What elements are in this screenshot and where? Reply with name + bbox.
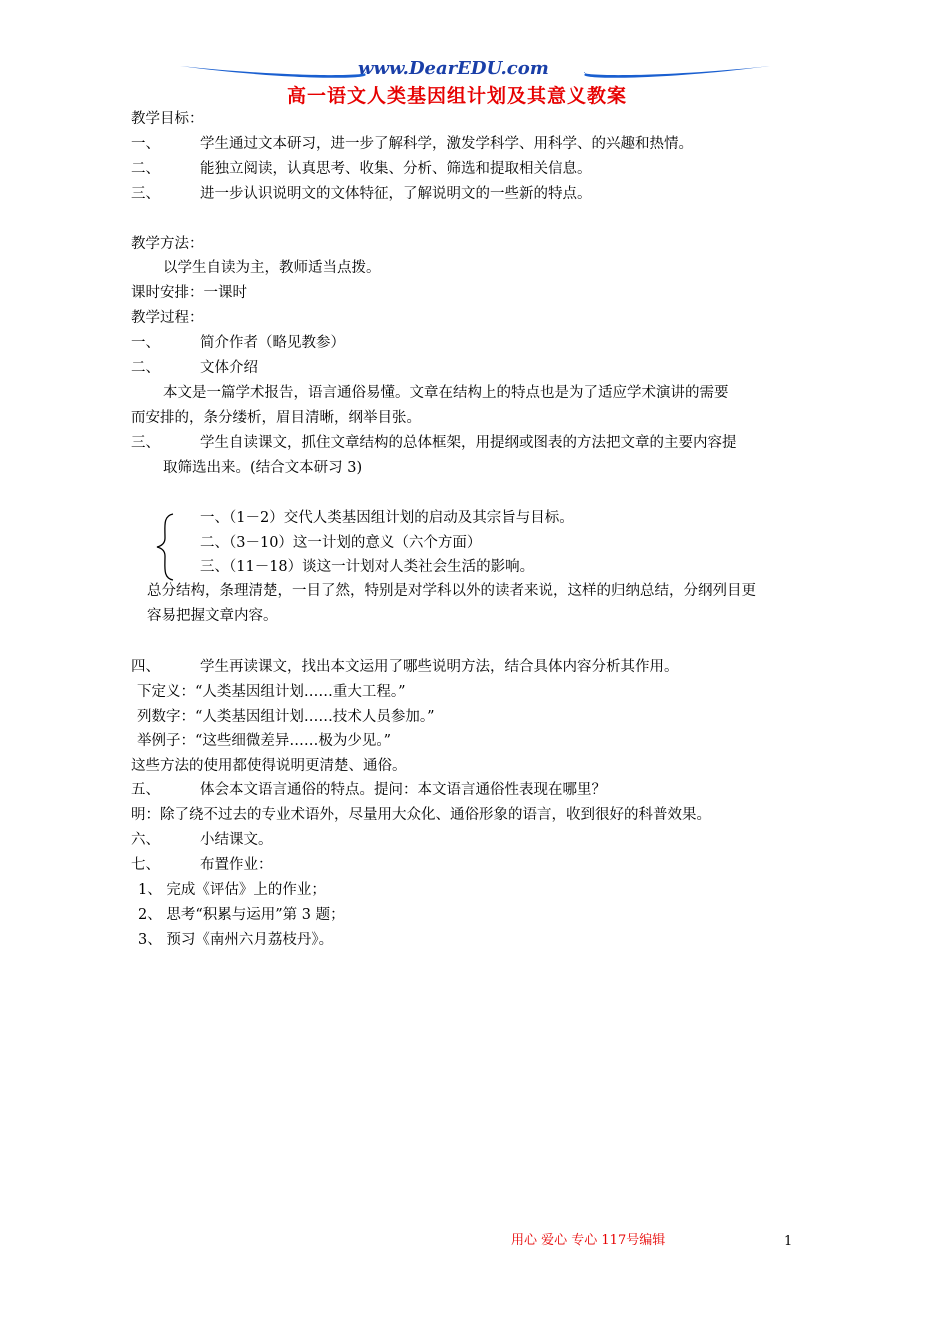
step-text: 学生自读课文，抓住文章结构的总体框架，用提纲或图表的方法把文章的主要内容提 (200, 435, 737, 451)
goal-text: 学生通过文本研习，进一步了解科学，激发学科学、用科学、的兴趣和热情。 (200, 136, 693, 152)
method-heading: 教学方法： (131, 236, 204, 252)
summary-line: 容易把握文章内容。 (147, 608, 278, 624)
example-item: 举例子：“这些细微差异……极为少见。” (137, 733, 392, 749)
homework-item: 2、 思考“积累与运用”第 3 题； (138, 907, 345, 923)
page-title: 高一语文人类基因组计划及其意义教案 (287, 85, 628, 107)
step-text: 体会本文语言通俗的特点。提问：本文语言通俗性表现在哪里？ (200, 782, 606, 798)
example-item: 下定义：“人类基因组计划……重大工程。” (137, 684, 406, 700)
examples-note: 这些方法的使用都使得说明更清楚、通俗。 (131, 758, 407, 774)
schedule-text: 课时安排：一课时 (131, 285, 247, 301)
summary-line: 总分结构，条理清楚，一目了然，特别是对学科以外的读者来说，这样的归纳总结，分纲列目更 (147, 583, 756, 599)
homework-item: 1、 完成《评估》上的作业； (138, 882, 326, 898)
goals-heading: 教学目标： (131, 111, 204, 127)
page-number: 1 (784, 1234, 793, 1249)
outline-item: 三、（11－18）谈这一计划对人类社会生活的影响。 (200, 559, 535, 575)
answer-text: 明：除了绕不过去的专业术语外，尽量用大众化、通俗形象的语言，收到很好的科普效果。 (131, 807, 711, 823)
step-num: 七、 (131, 857, 160, 873)
goal-num: 二、 (131, 161, 160, 177)
body-paragraph-line: 而安排的，条分缕析，眉目清晰，纲举目张。 (131, 410, 421, 426)
step-text: 文体介绍 (200, 360, 258, 376)
goal-num: 一、 (131, 136, 160, 152)
step-text: 学生再读课文，找出本文运用了哪些说明方法，结合具体内容分析其作用。 (200, 659, 679, 675)
process-heading: 教学过程： (131, 310, 204, 326)
goal-num: 三、 (131, 186, 160, 202)
homework-item: 3、 预习《南州六月荔枝丹》。 (138, 932, 334, 948)
site-logo-text: www.DearEDU.com (358, 58, 549, 79)
step-num: 一、 (131, 335, 160, 351)
outline-item: 一、（1－2）交代人类基因组计划的启动及其宗旨与目标。 (200, 510, 574, 526)
step-text: 小结课文。 (200, 832, 273, 848)
outline-item: 二、（3－10）这一计划的意义（六个方面） (200, 535, 482, 551)
goal-text: 进一步认识说明文的文体特征，了解说明文的一些新的特点。 (200, 186, 592, 202)
footer-text: 用心 爱心 专心 117号编辑 (511, 1233, 666, 1248)
step-num: 二、 (131, 360, 160, 376)
method-text: 以学生自读为主，教师适当点拨。 (163, 260, 381, 276)
step-num: 五、 (131, 782, 160, 798)
goal-text: 能独立阅读，认真思考、收集、分析、筛选和提取相关信息。 (200, 161, 592, 177)
step-text: 布置作业： (200, 857, 273, 873)
body-paragraph-line: 本文是一篇学术报告，语言通俗易懂。文章在结构上的特点也是为了适应学术演讲的需要 (163, 385, 729, 401)
example-item: 列数字：“人类基因组计划……技术人员参加。” (137, 709, 435, 725)
step-num: 三、 (131, 435, 160, 451)
step-text: 简介作者（略见教参） (200, 335, 345, 351)
step-num: 四、 (131, 659, 160, 675)
step-text-cont: 取筛选出来。(结合文本研习 3) (163, 460, 363, 476)
outline-brace (155, 512, 179, 582)
step-num: 六、 (131, 832, 160, 848)
